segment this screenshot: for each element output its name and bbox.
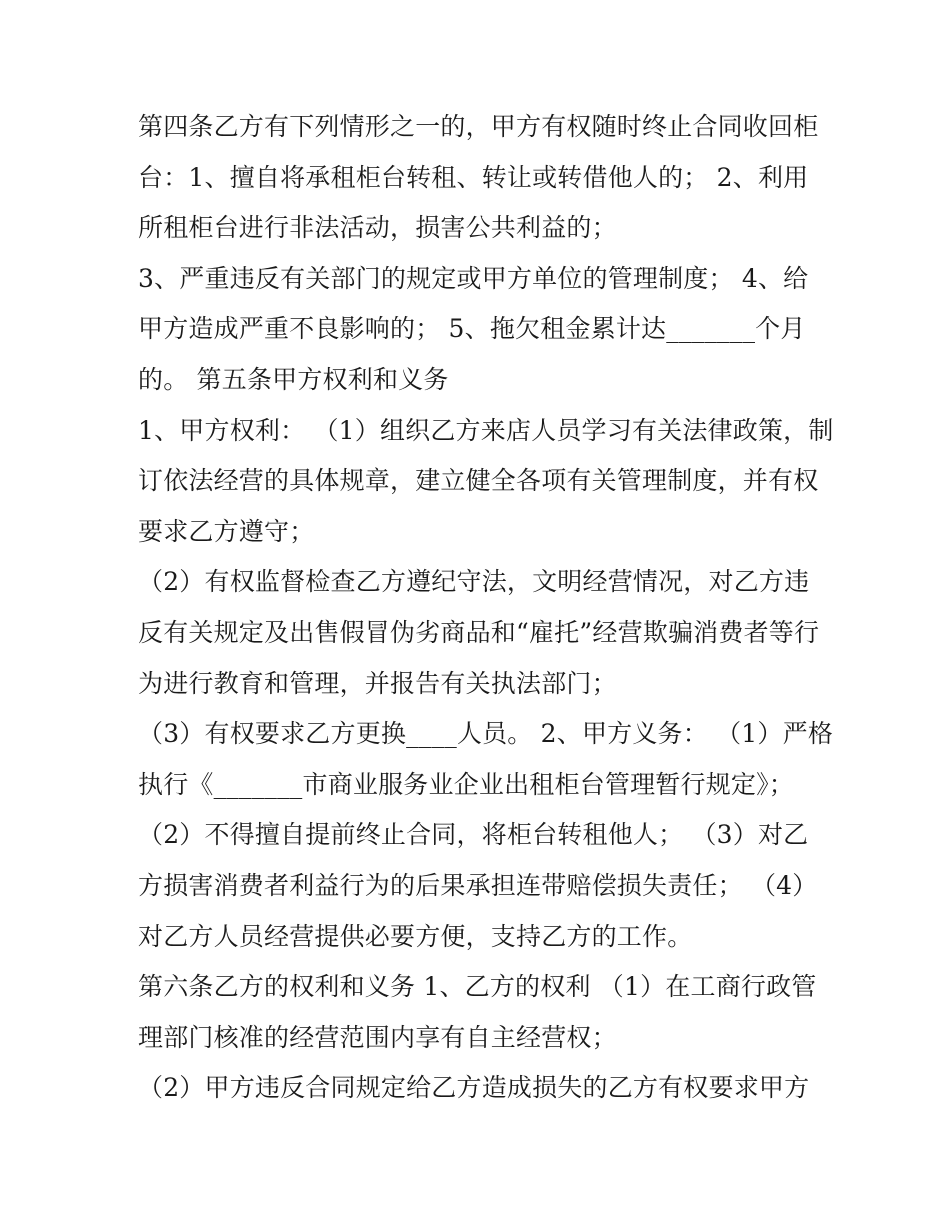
text-line: 为进行教育和管理，并报告有关执法部门； <box>138 668 617 698</box>
text-line: 甲方造成严重不良影响的； 5、拖欠租金累计达_______个月 <box>138 314 806 344</box>
text-line: （3）有权要求乙方更换____人员。 2、甲方义务： （1）严格 <box>138 719 834 749</box>
text-line: 台：1、擅自将承租柜台转租、转让或转借他人的； 2、利用 <box>138 162 809 192</box>
text-line: （2）不得擅自提前终止合同，将柜台转租他人； （3）对乙 <box>138 820 809 850</box>
text-line: 对乙方人员经营提供必要方便，支持乙方的工作。 <box>138 921 693 951</box>
text-line: 订依法经营的具体规章，建立健全各项有关管理制度，并有权 <box>138 466 819 496</box>
text-line: 理部门核准的经营范围内享有自主经营权； <box>138 1022 617 1052</box>
text-line: 所租柜台进行非法活动，损害公共利益的； <box>138 213 617 243</box>
text-line: 反有关规定及出售假冒伪劣商品和“雇托”经营欺骗消费者等行 <box>138 617 820 647</box>
text-line: 第六条乙方的权利和义务 1、乙方的权利 （1）在工商行政管 <box>138 972 817 1002</box>
text-line: 的。 第五条甲方权利和义务 <box>138 364 449 394</box>
text-line: （2）有权监督检查乙方遵纪守法，文明经营情况，对乙方违 <box>138 567 810 597</box>
text-line: 要求乙方遵守； <box>138 516 315 546</box>
text-line: 1、甲方权利： （1）组织乙方来店人员学习有关法律政策，制 <box>138 415 834 445</box>
document-body <box>138 102 834 1114</box>
text-line: 执行《_______市商业服务业企业出租柜台管理暂行规定》； <box>138 769 795 799</box>
text-line: 第四条乙方有下列情形之一的，甲方有权随时终止合同收回柜 <box>138 112 819 141</box>
text-line: 3、严重违反有关部门的规定或甲方单位的管理制度； 4、给 <box>138 263 809 293</box>
text-line: （2）甲方违反合同规定给乙方造成损失的乙方有权要求甲方 <box>138 1073 810 1103</box>
text-line: 方损害消费者利益行为的后果承担连带赔偿损失责任； （4） <box>138 870 818 900</box>
